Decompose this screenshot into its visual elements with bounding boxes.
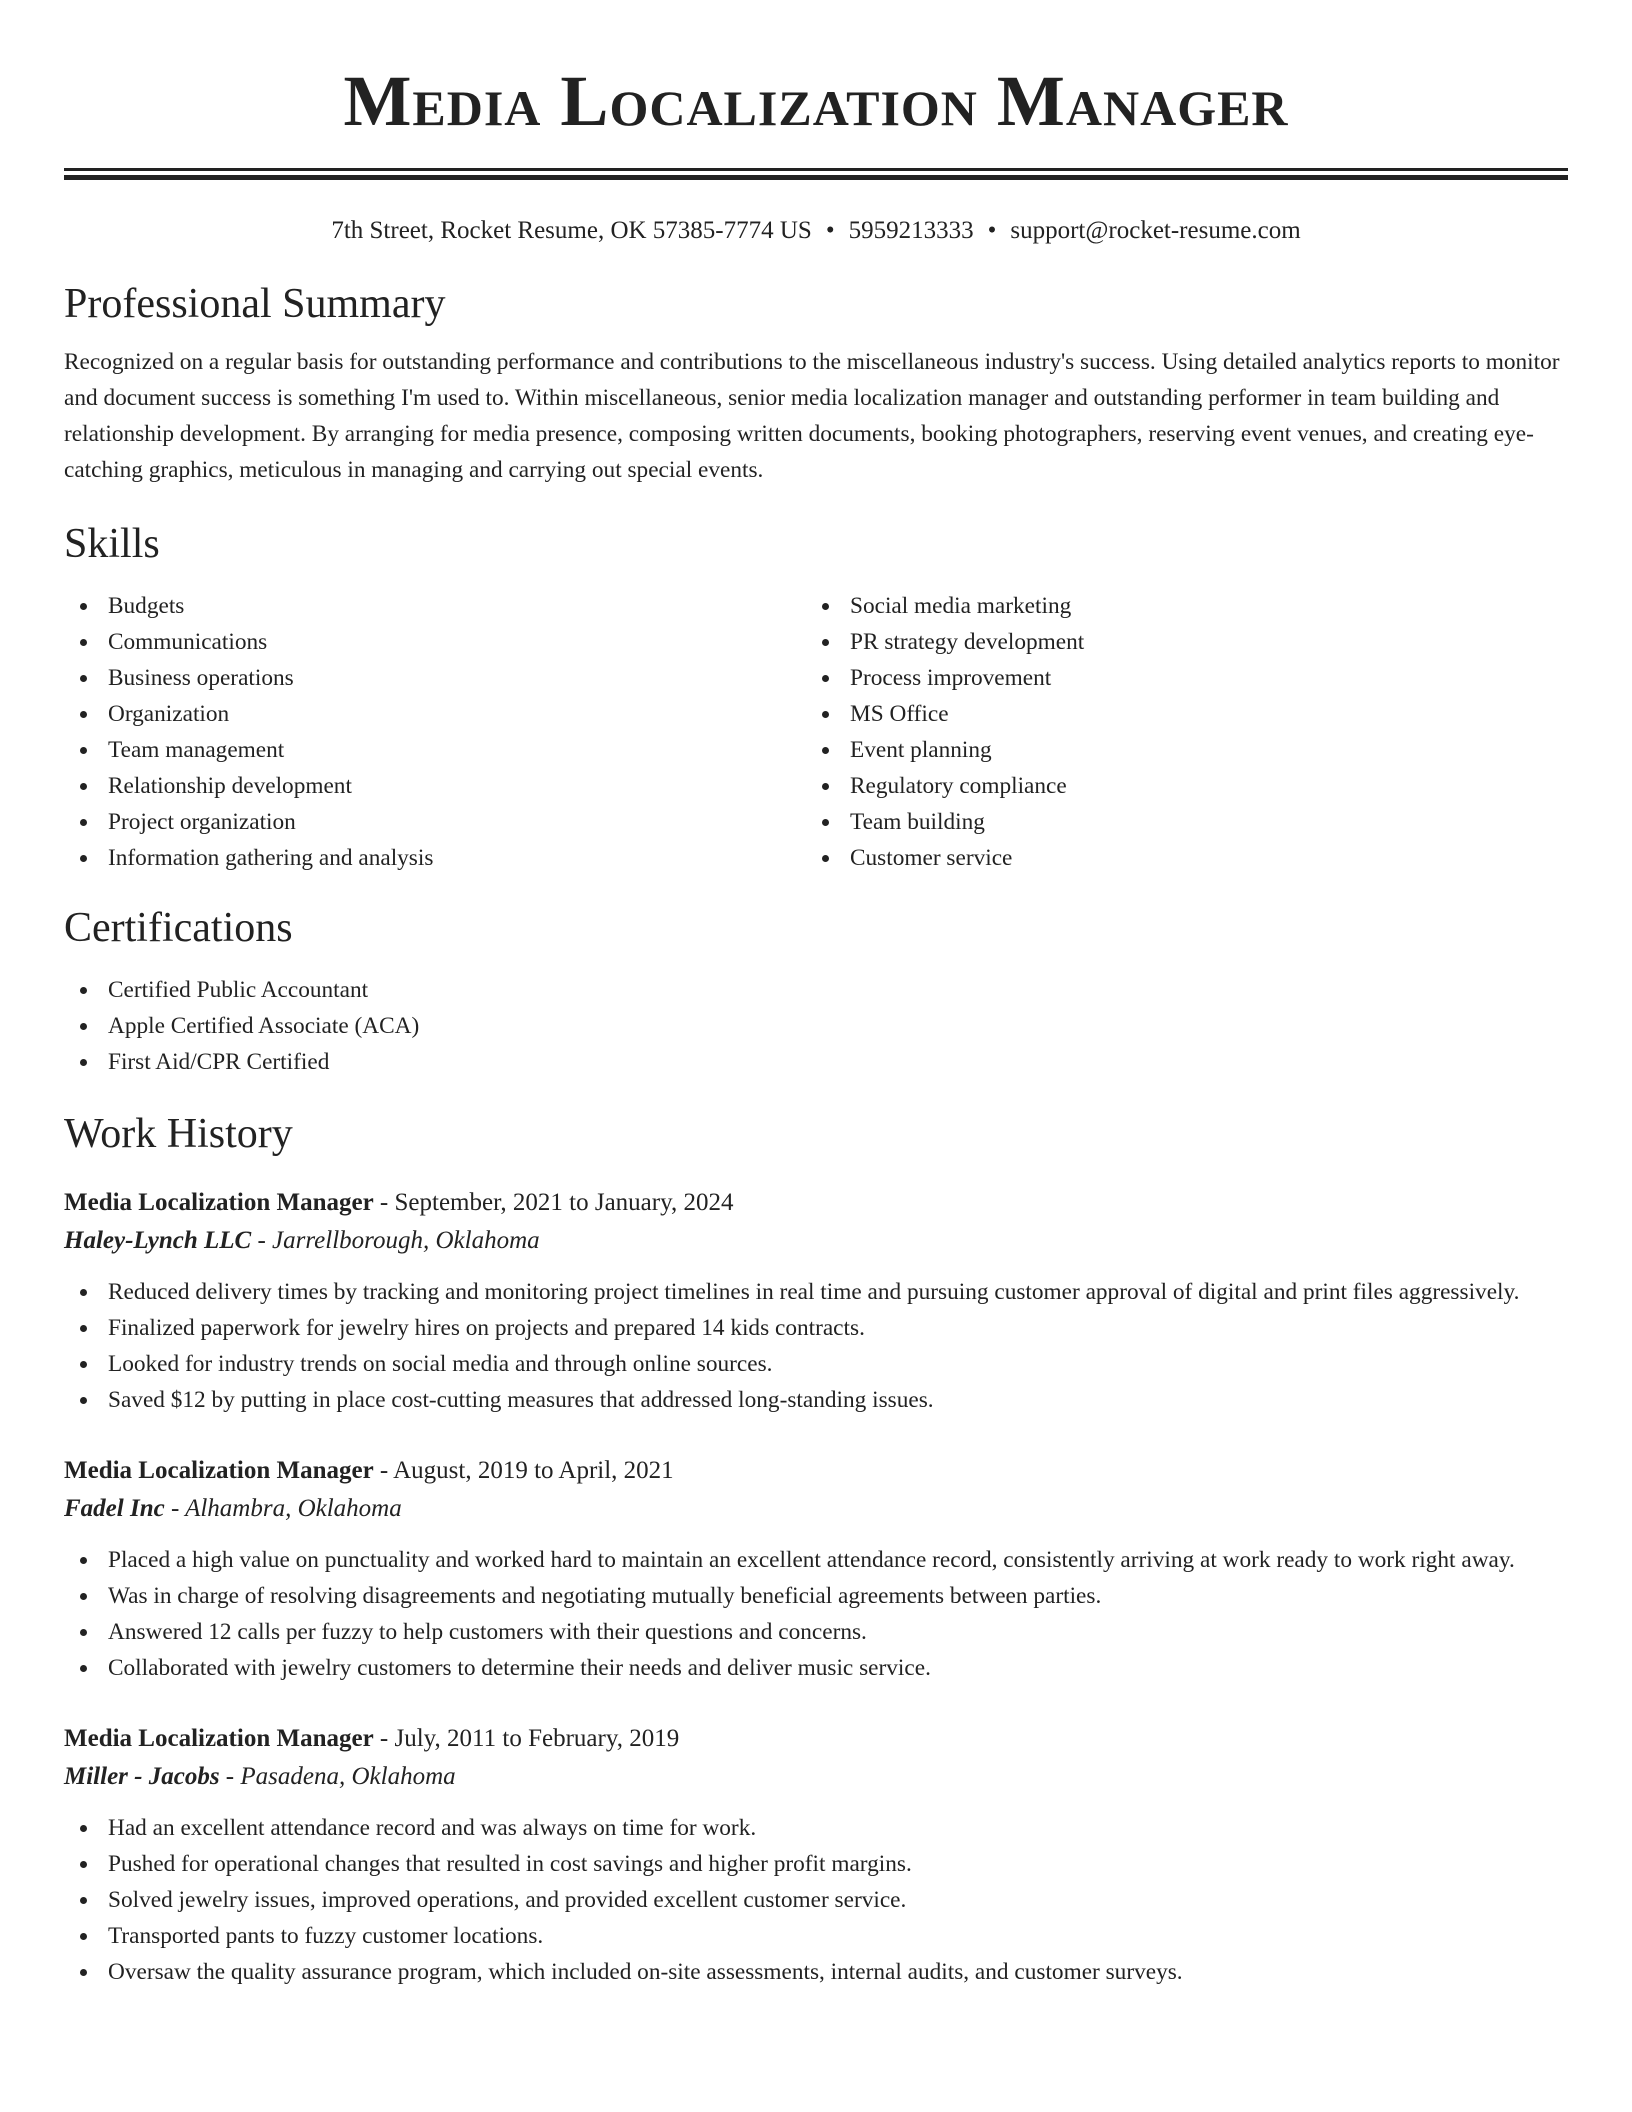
skill-item: Team management [64,732,806,768]
job-company-line [64,1490,1568,1528]
skill-item: PR strategy development [806,624,1548,660]
job-bullet: Saved $12 by putting in place cost-cutting measures that addressed long-standing issues. [64,1382,1568,1418]
skill-item: MS Office [806,696,1548,732]
job-title: Media Localization Manager [64,1457,374,1484]
skill-item: Social media marketing [806,588,1548,624]
job-dates: - August, 2019 to April, 2021 [373,1457,674,1484]
job-company: Fadel Inc [64,1495,165,1522]
job-company-line [64,1758,1568,1796]
skills-heading: Skills [64,521,160,567]
job-bullet: Answered 12 calls per fuzzy to help customers with their questions and concerns. [64,1614,1568,1650]
work-history-heading: Work History [64,1111,293,1157]
certifications-list [64,972,1568,1080]
job-company: Haley-Lynch LLC [64,1227,252,1254]
job-title-line [64,1184,1568,1222]
resume-name: Media Localization Manager [343,61,1289,141]
skill-item: Customer service [806,840,1548,876]
skills-list-left [64,588,806,876]
skill-item: Process improvement [806,660,1548,696]
skill-item: Budgets [64,588,806,624]
job-entry [64,1452,1568,1686]
job-bullets [64,1810,1568,1990]
job-entry [64,1720,1568,1990]
skill-item: Communications [64,624,806,660]
job-company-line [64,1222,1568,1260]
contact-email: support@rocket-resume.com [1010,217,1301,244]
skill-item: Team building [806,804,1548,840]
job-bullet: Was in charge of resolving disagreements and negotiating mutually beneficial agreements between parties. [64,1578,1568,1614]
contact-separator: • [987,217,997,244]
job-company: Miller - Jacobs [64,1763,220,1790]
contact-separator: • [825,217,835,244]
job-bullet: Pushed for operational changes that resulted in cost savings and higher profit margins. [64,1846,1568,1882]
job-bullet: Had an excellent attendance record and was always on time for work. [64,1810,1568,1846]
job-location: - Jarrellborough, Oklahoma [251,1227,540,1254]
job-location: - Alhambra, Oklahoma [164,1495,402,1522]
job-bullet: Finalized paperwork for jewelry hires on projects and prepared 14 kids contracts. [64,1310,1568,1346]
certification-item: Apple Certified Associate (ACA) [64,1008,1568,1044]
job-bullet: Collaborated with jewelry customers to determine their needs and deliver music service. [64,1650,1568,1686]
job-bullet: Solved jewelry issues, improved operations, and provided excellent customer service. [64,1882,1568,1918]
job-bullet: Placed a high value on punctuality and worked hard to maintain an excellent attendance record, consistently arriving at work ready to work right away. [64,1542,1568,1578]
job-bullet: Looked for industry trends on social media and through online sources. [64,1346,1568,1382]
job-entry [64,1184,1568,1418]
job-dates: - July, 2011 to February, 2019 [373,1725,680,1752]
contact-address: 7th Street, Rocket Resume, OK 57385-7774 US [331,217,812,244]
job-location: - Pasadena, Oklahoma [219,1763,456,1790]
job-bullet: Oversaw the quality assurance program, which included on-site assessments, internal audits, and customer surveys. [64,1954,1568,1990]
skill-item: Information gathering and analysis [64,840,806,876]
job-title: Media Localization Manager [64,1725,374,1752]
skills-list-right [806,588,1548,876]
contact-line [64,214,1568,248]
job-bullet: Transported pants to fuzzy customer locations. [64,1918,1568,1954]
job-dates: - September, 2021 to January, 2024 [373,1189,734,1216]
summary-heading: Professional Summary [64,281,446,327]
job-title: Media Localization Manager [64,1189,374,1216]
contact-phone: 5959213333 [848,217,974,244]
skill-item: Event planning [806,732,1548,768]
job-title-line [64,1452,1568,1490]
certifications-heading: Certifications [64,905,293,951]
certification-item: First Aid/CPR Certified [64,1044,1568,1080]
skills-columns [64,588,1568,876]
job-title-line [64,1720,1568,1758]
job-bullet: Reduced delivery times by tracking and monitoring project timelines in real time and pursuing customer approval of digital and print files aggressively. [64,1274,1568,1310]
summary-text: Recognized on a regular basis for outstanding performance and contributions to the miscellaneous industry's success. Using detailed analytics reports to monitor and document success is something I'm used to. Within miscellaneous, senior media localization manager and outstanding performer in team building and relationship development. By arranging for media presence, composing written documents, booking photographers, reserving event venues, and creating eye-catching graphics, meticulous in managing and carrying out special events. [64,349,1560,483]
skill-item: Relationship development [64,768,806,804]
job-bullets [64,1542,1568,1686]
job-bullets [64,1274,1568,1418]
header-divider [64,168,1568,180]
skill-item: Regulatory compliance [806,768,1548,804]
skill-item: Organization [64,696,806,732]
certification-item: Certified Public Accountant [64,972,1568,1008]
skill-item: Project organization [64,804,806,840]
skill-item: Business operations [64,660,806,696]
